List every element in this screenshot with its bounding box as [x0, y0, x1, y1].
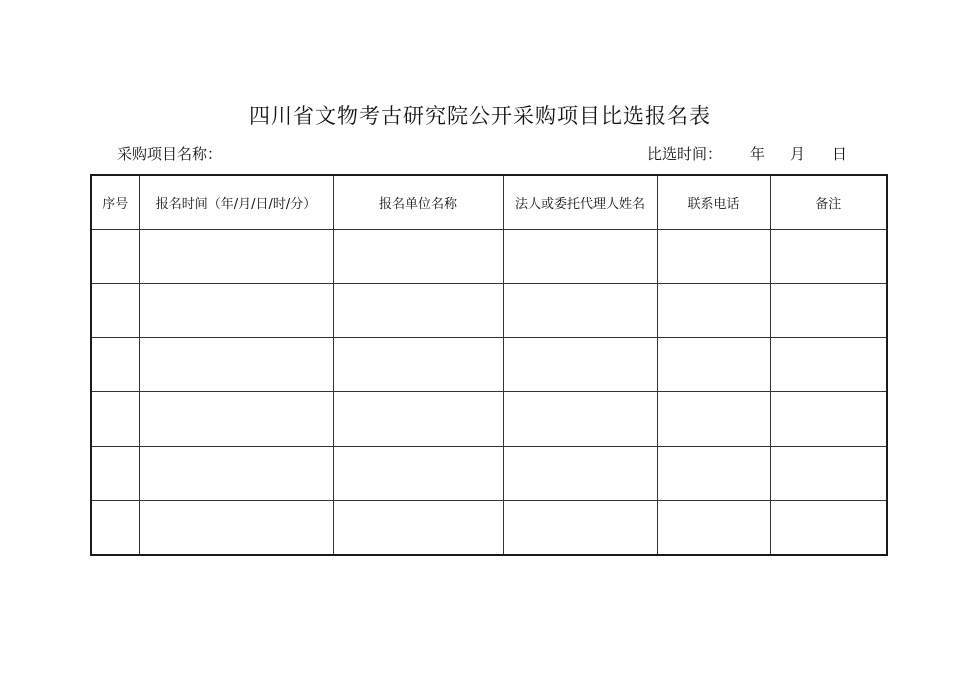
table-body — [91, 229, 887, 555]
table-cell — [333, 446, 503, 500]
table-row — [91, 229, 887, 283]
table-cell — [91, 283, 139, 337]
table-cell — [333, 229, 503, 283]
table-cell — [770, 229, 887, 283]
project-name-label: 采购项目名称： — [117, 145, 223, 163]
header-company-name: 报名单位名称 — [333, 175, 503, 229]
table-row — [91, 446, 887, 500]
table-row — [91, 501, 887, 555]
table-cell — [770, 392, 887, 446]
table-cell — [657, 446, 770, 500]
table-cell — [91, 338, 139, 392]
header-remarks: 备注 — [770, 175, 887, 229]
table-cell — [333, 392, 503, 446]
table-cell — [503, 501, 657, 555]
form-meta-row — [0, 143, 960, 165]
selection-date-label: 比选时间： — [647, 145, 723, 163]
table-cell — [91, 392, 139, 446]
date-month-label: 月 — [790, 145, 806, 163]
header-serial-number: 序号 — [91, 175, 139, 229]
table-cell — [503, 338, 657, 392]
table-cell — [770, 501, 887, 555]
table-cell — [503, 392, 657, 446]
table-cell — [333, 338, 503, 392]
table-cell — [657, 229, 770, 283]
table-cell — [139, 229, 333, 283]
table-cell — [657, 283, 770, 337]
table-cell — [657, 501, 770, 555]
header-representative-name: 法人或委托代理人姓名 — [503, 175, 657, 229]
table-cell — [91, 229, 139, 283]
form-title: 四川省文物考古研究院公开采购项目比选报名表 — [249, 104, 711, 128]
registration-table — [90, 174, 888, 556]
header-phone: 联系电话 — [657, 175, 770, 229]
date-day-label: 日 — [832, 145, 848, 163]
table-row — [91, 392, 887, 446]
table-cell — [657, 392, 770, 446]
header-registration-time: 报名时间（年/月/日/时/分） — [139, 175, 333, 229]
table-cell — [139, 446, 333, 500]
table-cell — [139, 283, 333, 337]
table-row — [91, 283, 887, 337]
table-cell — [503, 283, 657, 337]
table-cell — [657, 338, 770, 392]
table-cell — [139, 501, 333, 555]
table-cell — [770, 338, 887, 392]
table-cell — [503, 229, 657, 283]
table-cell — [91, 501, 139, 555]
table-cell — [333, 501, 503, 555]
date-year-label: 年 — [750, 145, 766, 163]
table-cell — [91, 446, 139, 500]
table-cell — [333, 283, 503, 337]
table-cell — [770, 283, 887, 337]
table-cell — [503, 446, 657, 500]
table-cell — [139, 392, 333, 446]
table-row — [91, 338, 887, 392]
table-header-row — [91, 175, 887, 229]
table-cell — [139, 338, 333, 392]
table-cell — [770, 446, 887, 500]
